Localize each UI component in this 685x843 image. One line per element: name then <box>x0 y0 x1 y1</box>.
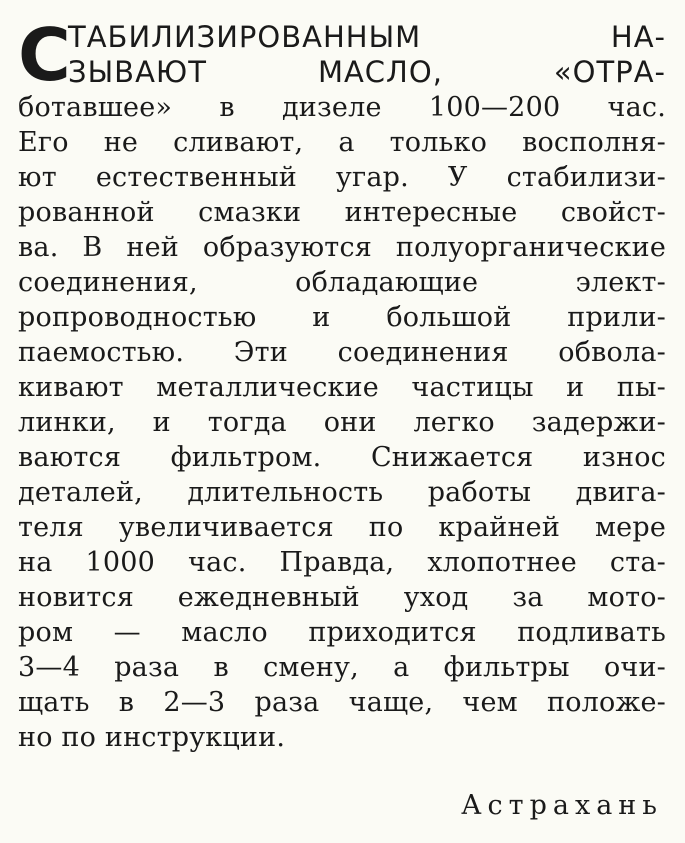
text-line: на 1000 час. Правда, хлопотнее ста- <box>18 547 666 578</box>
text-line: деталей, длительность работы двига- <box>18 477 666 508</box>
text-line: кивают металлические частицы и пы- <box>18 372 666 403</box>
text-line: ТАБИЛИЗИРОВАННЫМ НА- <box>68 20 666 54</box>
text-line: новится ежедневный уход за мото- <box>18 582 666 613</box>
text-line: 3—4 раза в смену, а фильтры очи- <box>18 652 666 683</box>
text-line: ропроводностью и большой прили- <box>18 302 666 333</box>
text-line: линки, и тогда они легко задержи- <box>18 407 666 438</box>
text-line: ва. В ней образуются полуорганические <box>18 232 666 263</box>
text-line: соединения, обладающие элект- <box>18 267 666 298</box>
drop-cap: С <box>18 13 71 97</box>
text-line: ром — масло приходится подливать <box>18 617 666 648</box>
text-line: ют естественный угар. У стабилизи- <box>18 162 666 193</box>
text-line: щать в 2—3 раза чаще, чем положе- <box>18 687 666 718</box>
article-text <box>18 13 666 755</box>
text-line: теля увеличивается по крайней мере <box>18 512 666 543</box>
text-line: ботавшее» в дизеле 100—200 час. <box>18 92 666 123</box>
text-line: рованной смазки интересные свойст- <box>18 197 666 228</box>
text-line: паемостью. Эти соединения обвола- <box>18 337 666 368</box>
text-line: Его не сливают, а только восполня- <box>18 127 666 158</box>
text-line: ЗЫВАЮТ МАСЛО, «ОТРА- <box>68 55 666 89</box>
text-line: но по инструкции. <box>18 722 286 753</box>
signature: Астрахань <box>461 790 663 821</box>
text-line: ваются фильтром. Снижается износ <box>18 442 666 473</box>
